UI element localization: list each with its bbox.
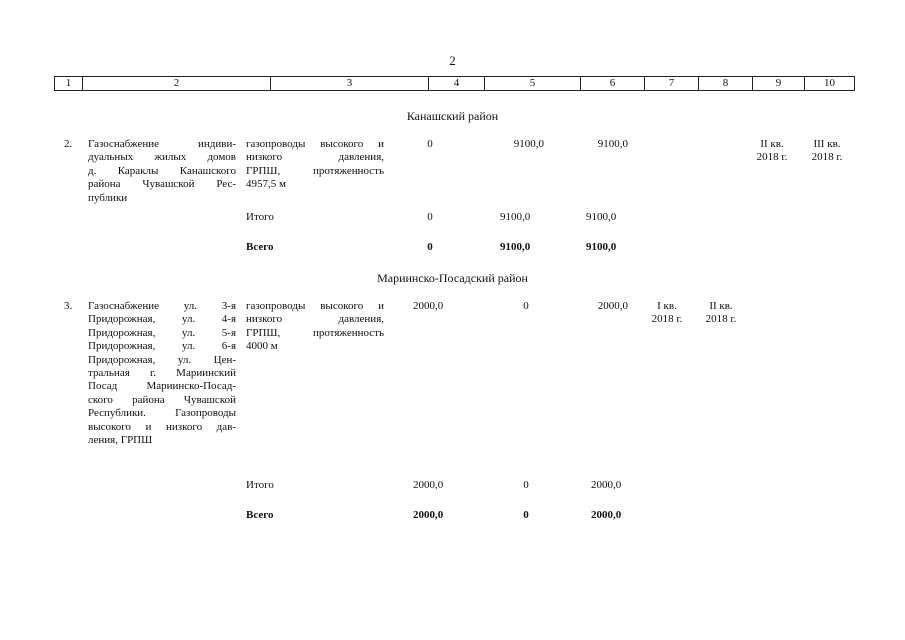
item-desc-line: ГРПШ, протяженность: [246, 164, 384, 177]
header-col-6: 6: [581, 77, 645, 91]
item-col-5: 0: [523, 300, 529, 312]
header-col-10: 10: [805, 77, 855, 91]
item-name-line: Придорожная, ул. 5-я: [88, 326, 236, 339]
total-col-5: 0: [523, 509, 529, 521]
item-name-line: Придорожная, ул. 6-я: [88, 340, 236, 353]
item-name-line: Газоснабжение индиви-: [88, 138, 236, 150]
item-description: [246, 300, 384, 354]
item-name-line: публики: [88, 191, 128, 204]
item-col-10: [800, 138, 854, 165]
district-heading: Мариинско-Посадский район: [377, 271, 528, 285]
subtotal-col-6: 2000,0: [591, 479, 622, 491]
subtotal-col-6: 9100,0: [586, 211, 617, 223]
item-col-8: [694, 300, 748, 327]
page-number: 2: [449, 53, 456, 68]
header-row: [55, 77, 855, 91]
total-label: Всего: [246, 509, 274, 521]
header-col-7: 7: [645, 77, 699, 91]
column-number-header: [54, 76, 855, 91]
subtotal-col-5: 0: [523, 479, 529, 491]
quarter-line: II кв.: [760, 138, 784, 150]
item-desc-line: 4957,5 м: [246, 178, 286, 191]
item-name-line: ления, ГРПШ: [88, 434, 153, 447]
district-heading: Канашский район: [406, 109, 499, 123]
year-line: 2018 г.: [651, 313, 683, 326]
header-col-1: 1: [55, 77, 83, 91]
item-col-4: 0: [427, 138, 433, 150]
total-col-6: 2000,0: [591, 509, 622, 521]
year-line: 2018 г.: [705, 313, 737, 326]
subtotal-col-5: 9100,0: [500, 211, 531, 223]
header-col-4: 4: [429, 77, 485, 91]
year-line: 2018 г.: [756, 151, 788, 164]
quarter-line: II кв.: [709, 300, 733, 312]
total-label: Всего: [246, 241, 274, 253]
item-name-line: Посад Мариинско-Посад-: [88, 380, 236, 393]
item-desc-line: 4000 м: [246, 340, 278, 353]
item-name-line: тральная г. Мариинский: [88, 367, 236, 380]
item-name: [88, 138, 236, 205]
item-col-9: [746, 138, 798, 165]
item-desc-line: газопроводы высокого и: [246, 300, 384, 312]
total-col-4: 0: [427, 241, 433, 253]
total-col-5: 9100,0: [500, 241, 531, 253]
item-col-6: 9100,0: [597, 138, 628, 150]
item-name-line: района Чувашской Рес-: [88, 178, 236, 191]
header-col-9: 9: [753, 77, 805, 91]
item-desc-line: низкого давления,: [246, 313, 384, 326]
subtotal-col-4: 0: [427, 211, 433, 223]
item-number: 2.: [64, 138, 73, 150]
item-name-line: ского района Чувашской: [88, 393, 236, 406]
item-col-7: [640, 300, 694, 327]
item-desc-line: низкого давления,: [246, 151, 384, 164]
item-name-line: д. Караклы Канашского: [88, 164, 236, 177]
subtotal-col-4: 2000,0: [413, 479, 444, 491]
item-name-line: Республики. Газопроводы: [88, 407, 236, 420]
total-col-6: 9100,0: [586, 241, 617, 253]
item-name-line: Газоснабжение ул. 3-я: [88, 300, 236, 312]
item-col-4: 2000,0: [413, 300, 444, 312]
header-col-5: 5: [485, 77, 581, 91]
item-name-line: Придорожная, ул. 4-я: [88, 313, 236, 326]
subtotal-label: Итого: [246, 211, 274, 223]
item-name-line: высокого и низкого дав-: [88, 420, 236, 433]
item-name-line: дуальных жилых домов: [88, 151, 236, 164]
item-desc-line: газопроводы высокого и: [246, 138, 384, 150]
item-name-line: Придорожная, ул. Цен-: [88, 353, 236, 366]
header-col-3: 3: [271, 77, 429, 91]
item-col-5: 9100,0: [513, 138, 544, 150]
quarter-line: I кв.: [657, 300, 677, 312]
item-number: 3.: [64, 300, 73, 312]
item-col-6: 2000,0: [597, 300, 628, 312]
item-name: [88, 300, 236, 447]
item-description: [246, 138, 384, 192]
quarter-line: III кв.: [813, 138, 841, 150]
header-col-2: 2: [83, 77, 271, 91]
total-col-4: 2000,0: [413, 509, 444, 521]
header-col-8: 8: [699, 77, 753, 91]
subtotal-label: Итого: [246, 479, 274, 491]
item-desc-line: ГРПШ, протяженность: [246, 326, 384, 339]
year-line: 2018 г.: [811, 151, 843, 164]
